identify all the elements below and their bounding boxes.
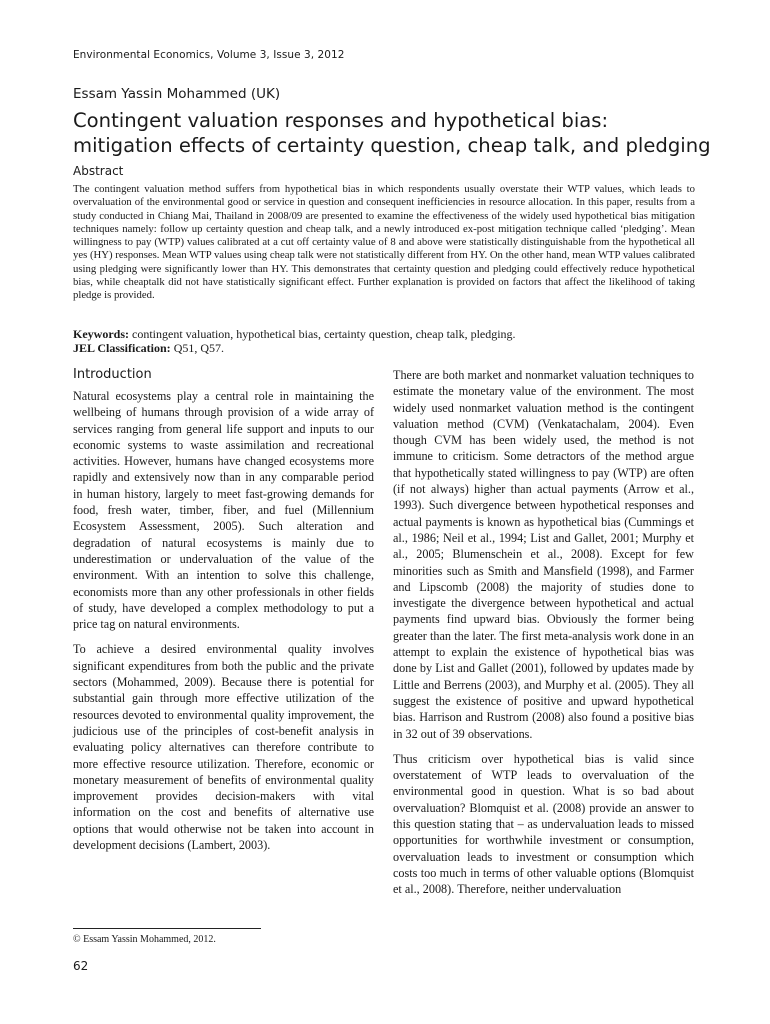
jel-line: [73, 341, 695, 355]
left-column: [73, 367, 374, 862]
abstract-heading: Abstract: [73, 164, 124, 178]
paper-title: [73, 108, 713, 158]
keywords-text: contingent valuation, hypothetical bias, certainty question, cheap talk, pledging.: [129, 327, 516, 341]
jel-text: Q51, Q57.: [170, 341, 225, 355]
right-paragraph-2: Thus criticism over hypothetical bias is valid since overstatement of WTP leads to overvaluation of the environmental good in question. What is so bad about overvaluation? Blomquist et al. (2008) provide an answer to this question stating that – as undervaluation leads to missed opportunities for worthwhile investment or consumption, overvaluation leads to investment or consumption which costs too much in terms of other valuable options (Blomquist et al., 2008). Therefore, neither undervaluation: [393, 751, 694, 897]
paper-title-line-2: mitigation effects of certainty question, cheap talk, and pledging: [73, 134, 711, 157]
paper-title-line-1: Contingent valuation responses and hypothetical bias:: [73, 109, 609, 132]
keywords-label: Keywords:: [73, 327, 129, 341]
page-number: 62: [73, 959, 89, 973]
abstract-text: The contingent valuation method suffers from hypothetical bias in which respondents usually overstate their WTP values, which leads to overvaluation of the environmental good or service in question and consequent inefficiencies in resource allocation. In this paper, results from a study conducted in Chiang Mai, Thailand in 2008/09 are presented to examine the effectiveness of the widely used hypothetical bias mitigation techniques namely: follow up certainty question and cheap talk, and a newly introduced ex-post mitigation technique called ‘pledging’. Mean willingness to pay (WTP) values calibrated at a cut off certainty value of 8 and above were statistically distinguishable from the hypothetical all yes (HY) responses. Mean WTP values using cheap talk were not statistically different from HY. On the other hand, mean WTP values calibrated using pledging were significantly lower than HY. This demonstrates that certainty question and pledging could effectively reduce hypothetical bias, while cheaptalk did not have statistically significant effect. Further explanation is provided on factors that affect the likelihood of taking pledge is provided.: [73, 183, 695, 302]
copyright-footnote: © Essam Yassin Mohammed, 2012.: [73, 934, 216, 945]
left-paragraph-2: To achieve a desired environmental quality involves significant expenditures from both the public and the private sectors (Mohammed, 2009). Because there is potential for substantial gain through more effective utilization of the resources devoted to environmental quality improvement, the judicious use of the principles of cost-benefit analysis in evaluating policy alternatives can therefore contribute to more effective resource utilization. Therefore, economic or monetary measurement of benefits of environmental quality improvement provides decision-makers with vital information on the cost and benefits of alternative use options that would otherwise not be taken into account in development decisions (Lambert, 2003).: [73, 642, 374, 853]
right-column: [393, 367, 694, 907]
footnote-divider: [73, 928, 261, 929]
keywords-line: [73, 327, 695, 341]
introduction-heading: Introduction: [73, 367, 152, 382]
jel-label: JEL Classification:: [73, 341, 171, 355]
journal-header: Environmental Economics, Volume 3, Issue 3, 2012: [73, 49, 345, 61]
right-paragraph-1: There are both market and nonmarket valuation techniques to estimate the monetary value of the environment. The most widely used nonmarket valuation method is the contingent valuation method (CVM) (Venkatachalam, 2004). Even though CVM has been widely used, the method is not immune to criticism. Some detractors of the method argue that hypothetically stated willingness to pay (WTP) are often (if not always) higher than actual payments (Arrow et al., 1993). Such divergence between hypothetical responses and actual payments is known as hypothetical bias (Cummings et al., 1986; Neil et al., 1994; List and Gallet, 2001; Murphy et al., 2005; Blumenschein et al., 2008). Except for few minorities such as Smith and Mansfield (1998), and Farmer and Lipscomb (2008) the majority of studies done to investigate the divergence between hypothetical and actual payments find upward bias. Obviously the former being greater than the later. The first meta-analysis work done in an attempt to explain the existence of hypothetical bias was done by List and Gallet (2001), followed by updates made by Little and Berrens (2003), and Murphy et al. (2005). They all suggest the existence of positive and upward hypothetical bias. Harrison and Rustrom (2008) also found a positive bias in 32 out of 39 observations.: [393, 368, 694, 741]
left-paragraph-1: Natural ecosystems play a central role in maintaining the wellbeing of humans through provision of a wide array of services ranging from general life support and inputs to our economic systems to waste assimilation and recreational activities. However, humans have changed ecosystems more rapidly and extensively now than in any comparable period in human history, largely to meet fast-growing demands for food, fresh water, timber, fiber, and fuel (Millennium Ecosystem Assessment, 2005). Such alteration and degradation of natural ecosystems is mainly due to underestimation or undervaluation of the value of the environment. With an intention to solve this challenge, economists more than any other professionals in other fields of study, have developed a complex methodology to put a price tag on natural environments.: [73, 389, 374, 632]
keywords-block: [73, 327, 695, 355]
author-name: Essam Yassin Mohammed (UK): [73, 86, 281, 102]
